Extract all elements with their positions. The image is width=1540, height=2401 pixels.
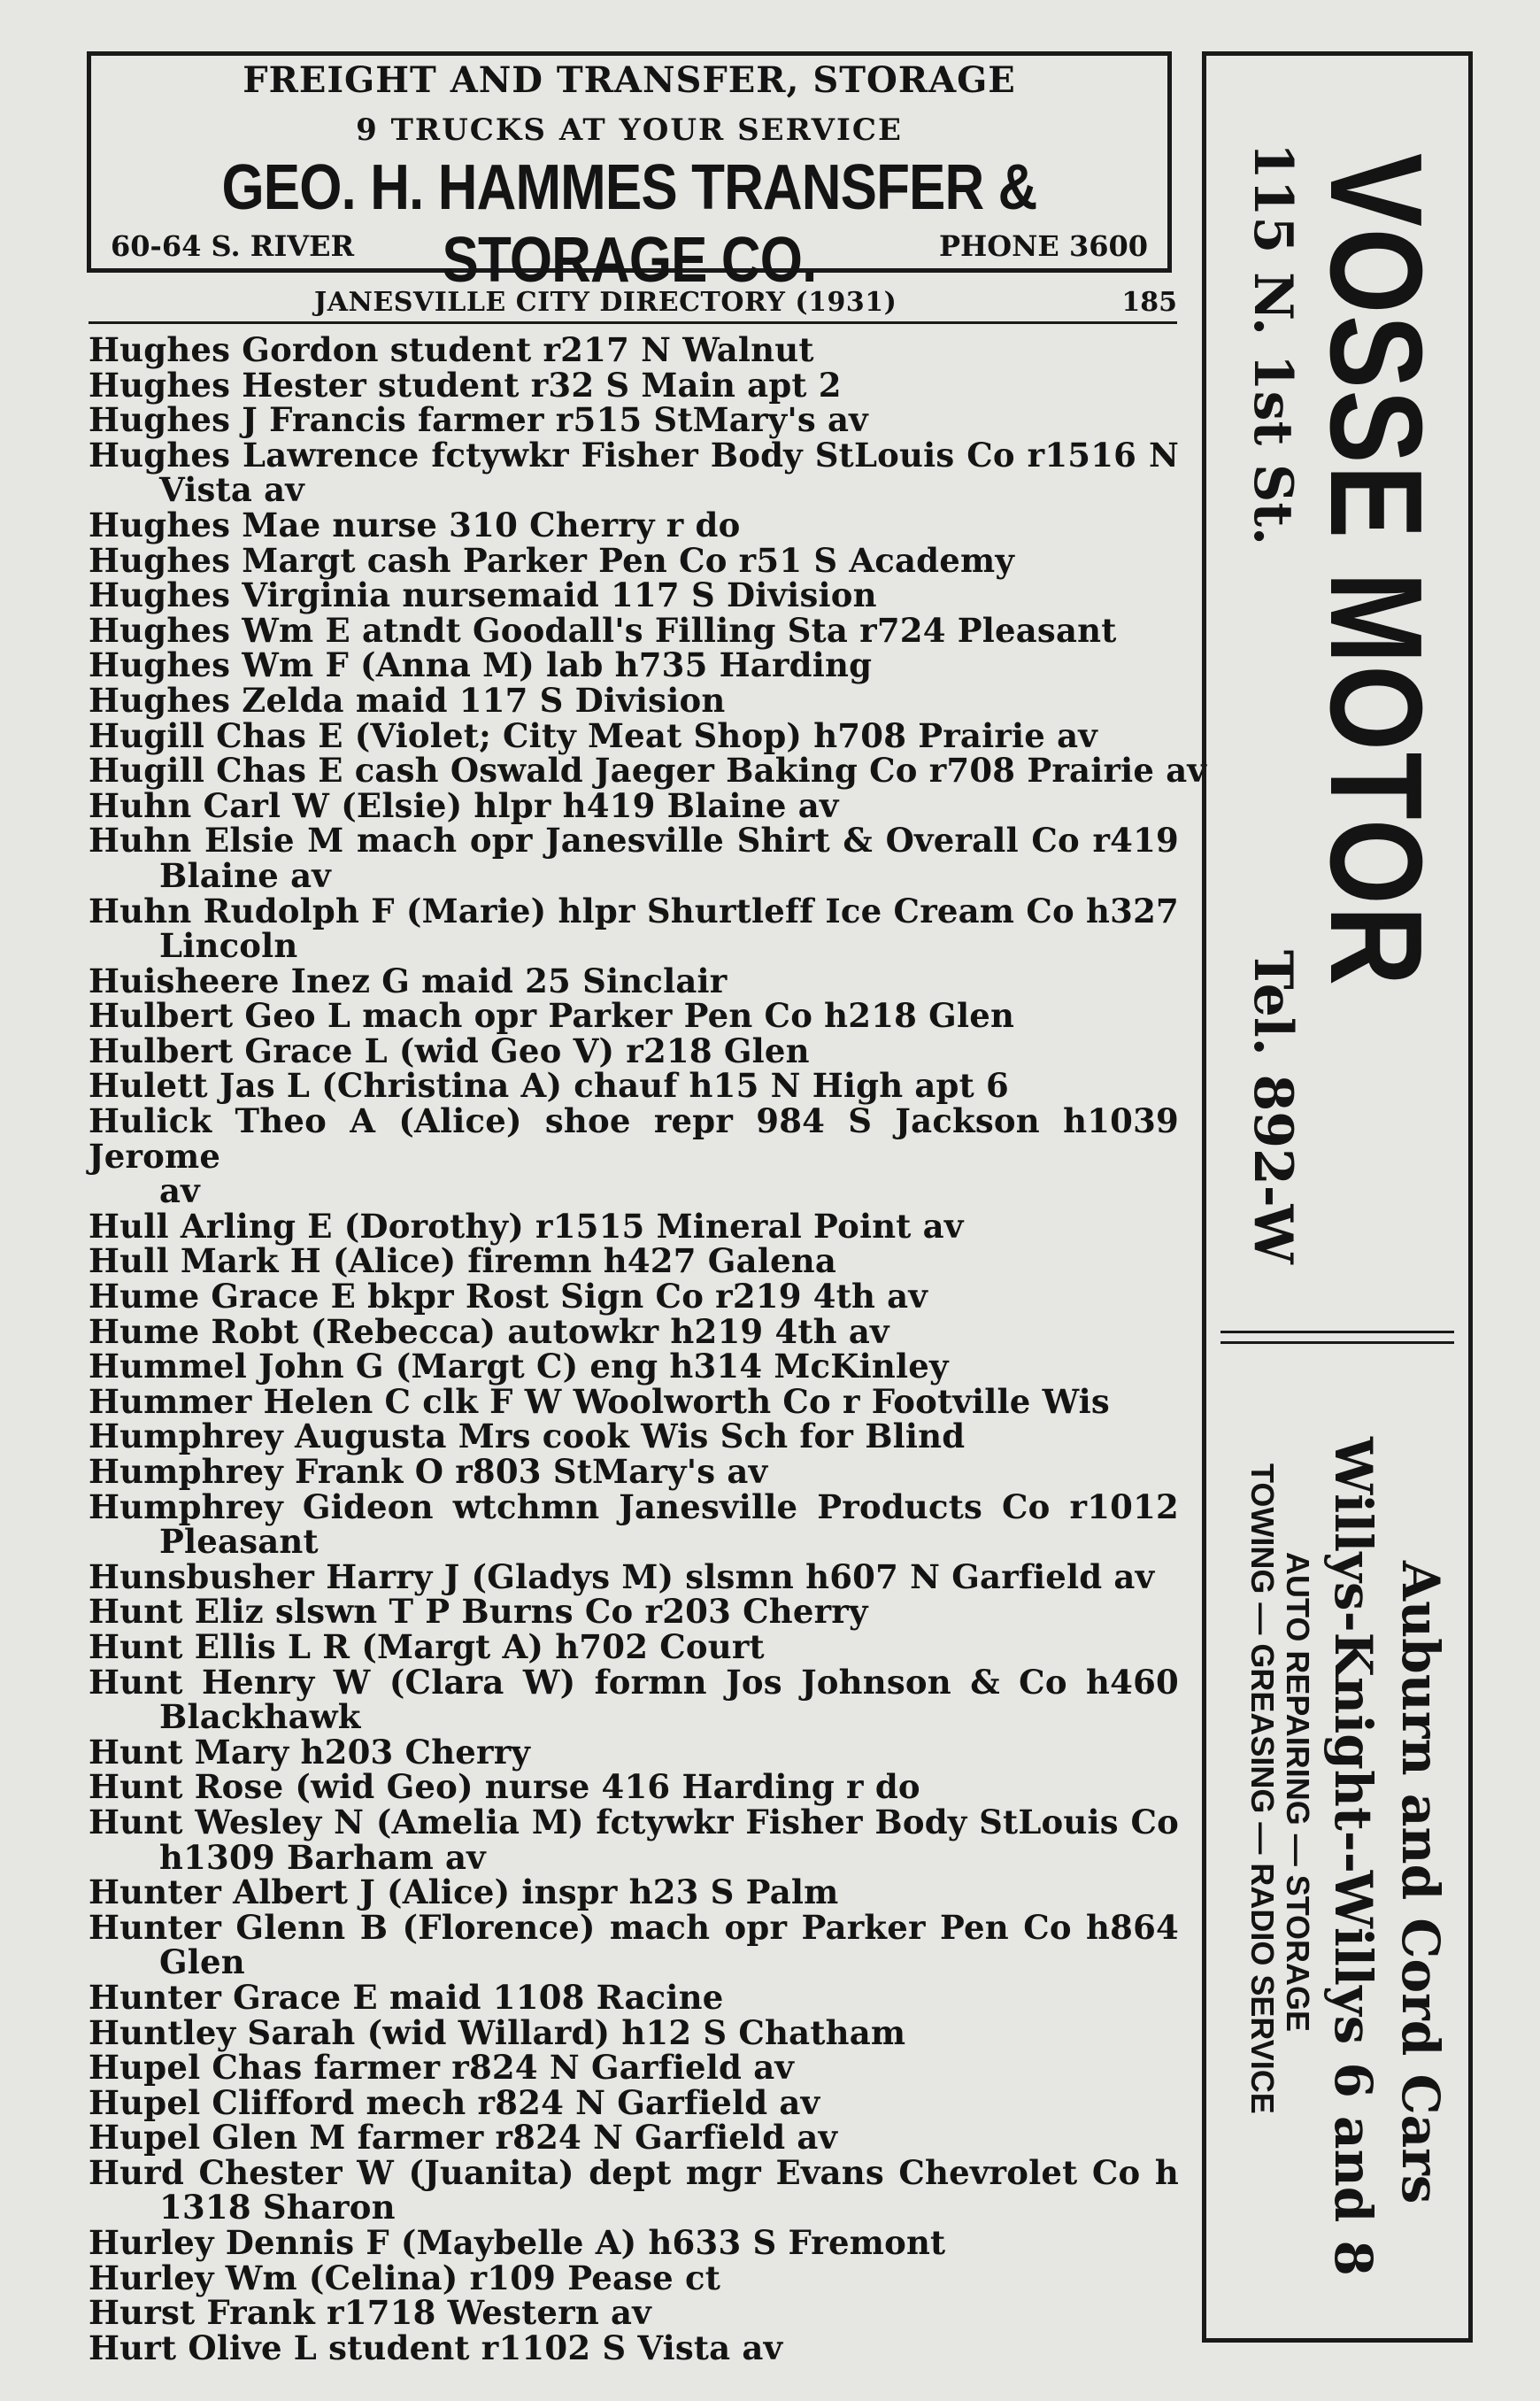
entry-text: Huntley Sarah (wid Willard) h12 S Chatham [89, 2012, 906, 2052]
directory-entry [89, 1279, 1179, 1315]
entry-text: Hulett Jas L (Christina A) chauf h15 N High apt 6 [89, 1066, 1009, 1106]
entry-text: Hulbert Grace L (wid Geo V) r218 Glen [89, 1031, 810, 1070]
vosse-motor-advertisement [1202, 51, 1473, 2343]
directory-entry [89, 365, 1179, 405]
ad-auto-repairing: AUTO REPAIRING — STORAGE [1280, 1552, 1316, 2033]
directory-entry [89, 1662, 1179, 1737]
ad-trucks-line: 9 TRUCKS AT YOUR SERVICE [356, 112, 903, 148]
entry-continuation: h1309 Barham av [159, 1837, 486, 1877]
ad-vosse-address: 115 N. 1st St. [1242, 143, 1304, 545]
hammes-transfer-advertisement [87, 51, 1172, 296]
ad-company-name: GEO. H. HAMMES TRANSFER & STORAGE CO. [221, 152, 1037, 296]
entry-text: Hunter Grace E maid 1108 Racine [89, 1977, 724, 2017]
directory-entry [89, 1907, 1179, 1982]
entry-text: Hull Arling E (Dorothy) r1515 Mineral Point av [89, 1206, 964, 1246]
entry-text: Hunt Wesley N (Amelia M) fctywkr Fisher Body StLouis Co [89, 1802, 1179, 1841]
directory-entry [89, 1349, 1179, 1385]
ad-vosse-motor-name: VOSSE MOTOR [1303, 153, 1449, 987]
directory-listings [89, 330, 1207, 2367]
entry-text: Hull Mark H (Alice) firemn h427 Galena [89, 1241, 837, 1281]
directory-entry [89, 715, 1179, 755]
entry-text: Hughes J Francis farmer r515 StMary's av [89, 400, 868, 440]
entry-text: Hughes Gordon student r217 N Walnut [89, 330, 814, 369]
directory-entry [89, 1241, 1179, 1281]
directory-entry [89, 1486, 1179, 1562]
entry-text: Humphrey Frank O r803 StMary's av [89, 1452, 768, 1491]
entry-text: Hume Robt (Rebecca) autowkr h219 4th av [89, 1311, 889, 1351]
ad-towing-services: TOWING — GREASING — RADIO SERVICE [1244, 1463, 1281, 2114]
directory-entry [89, 2050, 1179, 2086]
directory-entry [89, 1977, 1179, 2017]
entry-text: Hughes Wm E atndt Goodall's Filling Sta r724 Pleasant [89, 610, 1117, 650]
entry-text: Hughes Hester student r32 S Main apt 2 [89, 365, 842, 405]
directory-entry [89, 2082, 1179, 2122]
directory-entry [89, 1066, 1179, 1106]
ad-vosse-telephone: Tel. 892-W [1242, 950, 1304, 1264]
ad-freight-line: FREIGHT AND TRANSFER, STORAGE [243, 59, 1016, 101]
entry-text: Hummel John G (Margt C) eng h314 McKinley [89, 1347, 949, 1386]
directory-entry [89, 575, 1179, 615]
directory-entry [89, 1452, 1179, 1491]
directory-entry [89, 823, 1179, 893]
entry-text: Hughes Wm F (Anna M) lab h735 Harding [89, 645, 873, 685]
entry-text: Hummer Helen C clk F W Woolworth Co r Footville Wis [89, 1381, 1110, 1421]
entry-text: Hunt Eliz slswn T P Burns Co r203 Cherry [89, 1592, 868, 1632]
directory-entry [89, 680, 1179, 720]
entry-text: Hupel Clifford mech r824 N Garfield av [89, 2082, 820, 2122]
entry-text: Hurley Dennis F (Maybelle A) h633 S Fremont [89, 2223, 946, 2263]
directory-entry [89, 751, 1207, 791]
directory-entry [89, 1556, 1179, 1596]
directory-entry [89, 2293, 1179, 2333]
entry-text: Humphrey Gideon wtchmn Janesville Products Co r1012 [89, 1486, 1179, 1526]
entry-text: Hughes Zelda maid 117 S Division [89, 680, 726, 720]
entry-text: Hughes Virginia nursemaid 117 S Division [89, 575, 877, 615]
directory-title: JANESVILLE CITY DIRECTORY (1931) [314, 287, 897, 318]
directory-entry [89, 1732, 1179, 1772]
directory-entry [89, 961, 1179, 1000]
entry-text: Hurley Wm (Celina) r109 Pease ct [89, 2258, 721, 2297]
directory-entry [89, 610, 1179, 650]
directory-entry [89, 2012, 1179, 2052]
entry-text: Humphrey Augusta Mrs cook Wis Sch for Blind [89, 1417, 966, 1456]
directory-entry [89, 1767, 1179, 1807]
entry-text: Huhn Rudolph F (Marie) hlpr Shurtleff Ice Cream Co h327 [89, 891, 1179, 930]
entry-continuation: Blaine av [159, 855, 331, 895]
ad-willys-knight: Willys-Knight--Willys 6 and 8 [1323, 1437, 1383, 2276]
directory-entry [89, 1206, 1179, 1246]
entry-continuation: Vista av [159, 470, 304, 510]
entry-text: Hunsbusher Harry J (Gladys M) slsmn h607 N Garfield av [89, 1556, 1155, 1596]
entry-continuation: Blackhawk [159, 1697, 361, 1737]
entry-text: Hunter Glenn B (Florence) mach opr Parker Pen Co h864 [89, 1907, 1179, 1947]
running-header [89, 280, 1177, 324]
entry-text: Hunt Henry W (Clara W) formn Jos Johnson & Co h460 [89, 1662, 1179, 1702]
directory-entry [89, 2152, 1179, 2227]
entry-continuation: av [159, 1171, 200, 1211]
entry-text: Hurd Chester W (Juanita) dept mgr Evans Chevrolet Co h [89, 2152, 1179, 2192]
directory-entry [89, 2223, 1179, 2263]
directory-entry [89, 400, 1179, 440]
entry-continuation: Lincoln [159, 926, 298, 966]
entry-text: Hunt Rose (wid Geo) nurse 416 Harding r do [89, 1767, 920, 1807]
entry-continuation: Glen [159, 1942, 245, 1982]
directory-entry [89, 891, 1179, 966]
directory-entry [89, 435, 1179, 510]
entry-text: Hupel Glen M farmer r824 N Garfield av [89, 2118, 838, 2158]
entry-text: Hume Grace E bkpr Rost Sign Co r219 4th av [89, 1277, 928, 1316]
entry-text: Hulick Theo A (Alice) shoe repr 984 S Jackson h1039 Jerome [89, 1101, 1179, 1176]
entry-continuation: 1318 Sharon [159, 2188, 396, 2227]
entry-text: Hughes Lawrence fctywkr Fisher Body StLouis Co r1516 N [89, 435, 1179, 475]
directory-entry [89, 1802, 1179, 1877]
entry-text: Hurt Olive L student r1102 S Vista av [89, 2328, 783, 2367]
directory-entry [89, 996, 1179, 1036]
ad-divider-rule [1220, 1341, 1454, 1344]
entry-continuation: Pleasant [159, 1522, 319, 1562]
directory-entry [89, 330, 1179, 369]
ad-address: 60-64 S. RIVER [111, 229, 355, 263]
entry-text: Hunter Albert J (Alice) inspr h23 S Palm [89, 1872, 839, 1912]
directory-entry [89, 785, 1179, 825]
entry-text: Hunt Mary h203 Cherry [89, 1732, 531, 1772]
directory-entry [89, 1381, 1179, 1421]
entry-text: Hunt Ellis L R (Margt A) h702 Court [89, 1626, 765, 1666]
ad-divider-rule [1220, 1331, 1454, 1333]
directory-entry [89, 1031, 1179, 1070]
entry-text: Hupel Chas farmer r824 N Garfield av [89, 2048, 795, 2088]
entry-text: Hugill Chas E (Violet; City Meat Shop) h708 Prairie av [89, 715, 1098, 755]
directory-entry [89, 2258, 1179, 2297]
ad-auburn-cord-cars: Auburn and Cord Cars [1390, 1561, 1451, 2204]
entry-text: Hulbert Geo L mach opr Parker Pen Co h218 Glen [89, 996, 1015, 1036]
directory-entry [89, 1101, 1179, 1211]
directory-entry [89, 2328, 1179, 2367]
entry-text: Huhn Elsie M mach opr Janesville Shirt & Overall Co r419 [89, 821, 1179, 861]
directory-entry [89, 540, 1179, 580]
directory-entry [89, 645, 1179, 685]
ad-phone: PHONE 3600 [938, 229, 1148, 263]
entry-text: Huisheere Inez G maid 25 Sinclair [89, 961, 728, 1000]
entry-text: Hughes Margt cash Parker Pen Co r51 S Academy [89, 540, 1015, 580]
directory-entry [89, 505, 1179, 544]
directory-entry [89, 1311, 1179, 1351]
directory-entry [89, 1872, 1179, 1912]
directory-entry [89, 2120, 1179, 2156]
directory-entry [89, 1419, 1179, 1455]
page-number: 185 [1121, 287, 1177, 318]
entry-text: Hughes Mae nurse 310 Cherry r do [89, 505, 741, 544]
entry-text: Huhn Carl W (Elsie) hlpr h419 Blaine av [89, 785, 839, 825]
directory-entry [89, 1594, 1179, 1630]
entry-text: Hugill Chas E cash Oswald Jaeger Baking Co r708 Prairie av [89, 751, 1207, 791]
entry-text: Hurst Frank r1718 Western av [89, 2293, 651, 2333]
directory-entry [89, 1626, 1179, 1666]
